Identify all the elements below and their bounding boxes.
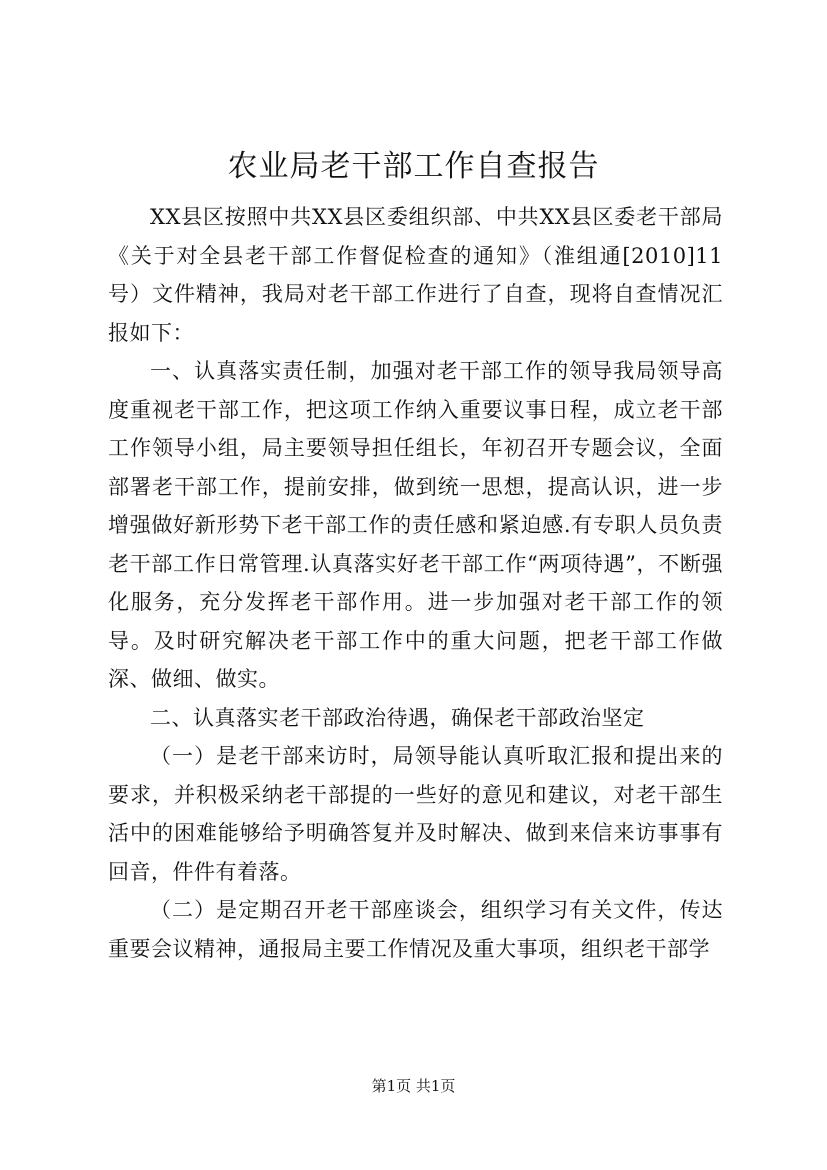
paragraph-section-2-item-2: （二）是定期召开老干部座谈会，组织学习有关文件，传达重要会议精神，通报局主要工作情况及重大事项，组织老干部学 — [108, 898, 723, 961]
paragraph-section-2-item-1: （一）是老干部来访时，局领导能认真听取汇报和提出来的要求，并积极采纳老干部提的一些好的意见和建议，对老干部生活中的困难能够给予明确答复并及时解决、做到来信来访事事有回音，件件有着落。 — [108, 744, 723, 884]
document-title: 农业局老干部工作自查报告 — [227, 149, 600, 184]
document-body — [108, 198, 723, 968]
paragraph-section-2-heading: 二、认真落实老干部政治待遇，确保老干部政治坚定 — [150, 705, 645, 730]
paragraph-intro: XX县区按照中共XX县区委组织部、中共XX县区委老干部局《关于对全县老干部工作督促检查的通知》（淮组通[2010]11号）文件精神，我局对老干部工作进行了自查，现将自查情况汇报如下： — [108, 205, 723, 345]
page-footer: 第1页 共1页 — [371, 1077, 456, 1095]
paragraph-section-1: 一、认真落实责任制，加强对老干部工作的领导我局领导高度重视老干部工作，把这项工作纳入重要议事日程，成立老干部工作领导小组，局主要领导担任组长，年初召开专题会议，全面部署老干部工作，提前安排，做到统一思想，提高认识，进一步增强做好新形势下老干部工作的责任感和紧迫感.有专职人员负责老干部工作日常管理.认真落实好老干部工作“两项待遇”，不断强化服务，充分发挥老干部作用。进一步加强对老干部工作的领导。及时研究解决老干部工作中的重大问题，把老干部工作做深、做细、做实。 — [108, 359, 723, 691]
